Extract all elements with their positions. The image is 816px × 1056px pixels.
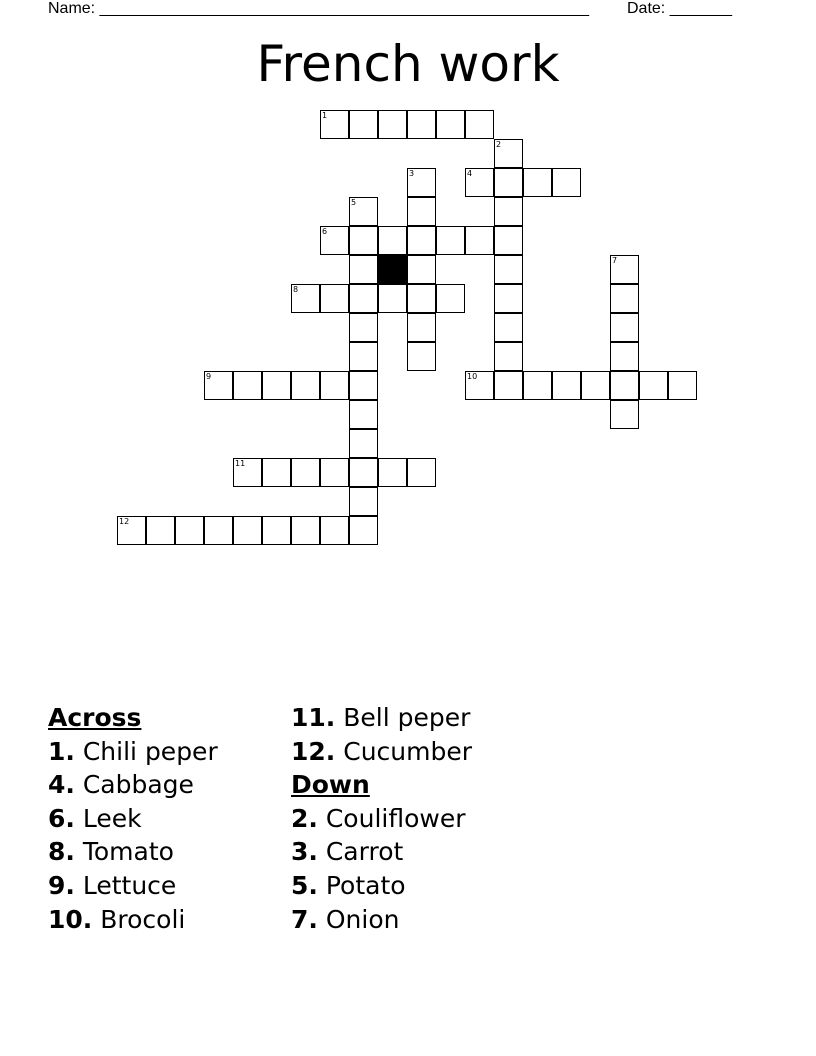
clue-item-text: Chili peper — [74, 736, 218, 766]
grid-cell[interactable] — [610, 284, 639, 313]
grid-cell[interactable] — [407, 110, 436, 139]
grid-cell[interactable] — [262, 458, 291, 487]
grid-cell[interactable] — [378, 284, 407, 313]
clue-item-number: 4. — [48, 770, 75, 800]
clue-number: 8 — [293, 285, 299, 294]
grid-cell[interactable] — [610, 313, 639, 342]
clue-number: 12 — [119, 517, 130, 526]
clues-column-2 — [291, 701, 472, 936]
clue-item — [48, 802, 218, 836]
clue-number: 2 — [496, 140, 502, 149]
clue-item-number: 7. — [291, 904, 318, 934]
grid-cell[interactable] — [639, 371, 668, 400]
clue-number: 6 — [322, 227, 328, 236]
grid-cell[interactable] — [494, 168, 523, 197]
grid-cell[interactable] — [204, 516, 233, 545]
clue-item-text: Brocoli — [92, 904, 186, 934]
section-heading-text: Down — [291, 770, 370, 800]
clue-item — [48, 903, 218, 937]
grid-cell[interactable] — [407, 458, 436, 487]
grid-cell[interactable] — [320, 371, 349, 400]
grid-cell[interactable] — [175, 516, 204, 545]
clue-section-heading — [48, 701, 218, 735]
grid-cell[interactable] — [291, 371, 320, 400]
clue-item-text: Cabbage — [74, 770, 194, 800]
grid-cell[interactable] — [349, 284, 378, 313]
clue-number: 5 — [351, 198, 357, 207]
clue-item-text: Carrot — [317, 837, 404, 867]
grid-cell[interactable] — [407, 284, 436, 313]
clue-item-number: 1. — [48, 736, 75, 766]
date-line: Date: _______ — [627, 0, 732, 17]
clue-item — [291, 701, 472, 735]
clue-item-number: 9. — [48, 870, 75, 900]
grid-cell[interactable] — [407, 313, 436, 342]
grid-cell[interactable] — [610, 371, 639, 400]
page-title: French work — [256, 35, 560, 93]
clue-item-text: Potato — [317, 870, 406, 900]
grid-cell[interactable] — [349, 313, 378, 342]
grid-cell[interactable] — [436, 226, 465, 255]
grid-cell[interactable] — [320, 284, 349, 313]
grid-cell[interactable] — [407, 255, 436, 284]
grid-cell[interactable] — [378, 110, 407, 139]
grid-cell[interactable] — [349, 255, 378, 284]
clue-number: 1 — [322, 111, 328, 120]
clue-item — [291, 835, 472, 869]
clue-item-text: Cucumber — [335, 736, 473, 766]
grid-cell[interactable] — [262, 371, 291, 400]
grid-cell[interactable] — [349, 400, 378, 429]
grid-cell[interactable] — [610, 342, 639, 371]
section-heading-text: Across — [48, 703, 142, 732]
grid-cell[interactable] — [349, 371, 378, 400]
grid-cell[interactable] — [233, 516, 262, 545]
clue-item — [48, 735, 218, 769]
grid-cell[interactable] — [320, 516, 349, 545]
clue-number: 4 — [467, 169, 473, 178]
clue-item — [48, 835, 218, 869]
grid-cell[interactable] — [581, 371, 610, 400]
grid-cell[interactable] — [494, 342, 523, 371]
clue-item-text: Couliflower — [317, 803, 466, 833]
clue-item-number: 10. — [48, 904, 93, 934]
grid-cell[interactable] — [349, 342, 378, 371]
clue-number: 11 — [235, 459, 246, 468]
clue-item-number: 3. — [291, 837, 318, 867]
clue-item — [291, 802, 472, 836]
clue-item — [291, 735, 472, 769]
clue-item-text: Bell peper — [335, 703, 471, 732]
grid-cell[interactable] — [349, 516, 378, 545]
clue-number: 10 — [467, 372, 478, 381]
clue-number: 9 — [206, 372, 212, 381]
grid-cell[interactable] — [407, 342, 436, 371]
clue-item-text: Leek — [74, 803, 142, 833]
clue-item-number: 2. — [291, 803, 318, 833]
grid-cell[interactable] — [407, 226, 436, 255]
clue-number: 7 — [612, 256, 618, 265]
grid-cell[interactable] — [494, 226, 523, 255]
name-line: Name: _______________________________________________________ — [48, 0, 589, 17]
grid-cell[interactable] — [494, 255, 523, 284]
grid-cell[interactable] — [523, 168, 552, 197]
grid-cell[interactable] — [378, 458, 407, 487]
grid-cell[interactable] — [349, 226, 378, 255]
clue-item-number: 6. — [48, 803, 75, 833]
black-cell — [378, 255, 407, 284]
clue-section-heading — [291, 768, 472, 802]
grid-cell[interactable] — [407, 197, 436, 226]
grid-cell[interactable] — [465, 226, 494, 255]
clue-item-text: Tomato — [74, 837, 174, 867]
clue-item-number: 8. — [48, 837, 75, 867]
grid-cell[interactable] — [349, 110, 378, 139]
grid-cell[interactable] — [233, 371, 262, 400]
clue-item — [291, 869, 472, 903]
grid-cell[interactable] — [552, 371, 581, 400]
clue-item — [48, 768, 218, 802]
clue-item-number: 12. — [291, 736, 336, 766]
grid-cell[interactable] — [262, 516, 291, 545]
clues-column-1 — [48, 701, 218, 936]
grid-cell[interactable] — [610, 400, 639, 429]
grid-cell[interactable] — [378, 226, 407, 255]
grid-cell[interactable] — [436, 284, 465, 313]
grid-cell[interactable] — [349, 487, 378, 516]
grid-cell[interactable] — [465, 110, 494, 139]
grid-cell[interactable] — [320, 458, 349, 487]
clue-number: 3 — [409, 169, 415, 178]
clue-item-number: 5. — [291, 870, 318, 900]
grid-cell[interactable] — [291, 458, 320, 487]
grid-cell[interactable] — [494, 313, 523, 342]
grid-cell[interactable] — [146, 516, 175, 545]
grid-cell[interactable] — [291, 516, 320, 545]
grid-cell[interactable] — [523, 371, 552, 400]
grid-cell[interactable] — [436, 110, 465, 139]
grid-cell[interactable] — [668, 371, 697, 400]
grid-cell[interactable] — [349, 429, 378, 458]
grid-cell[interactable] — [494, 197, 523, 226]
grid-cell[interactable] — [494, 284, 523, 313]
clue-item-number: 11. — [291, 703, 336, 732]
clue-item-text: Lettuce — [74, 870, 177, 900]
clue-item — [291, 903, 472, 937]
clue-item — [48, 869, 218, 903]
clue-item-text: Onion — [317, 904, 400, 934]
grid-cell[interactable] — [349, 458, 378, 487]
grid-cell[interactable] — [552, 168, 581, 197]
grid-cell[interactable] — [494, 371, 523, 400]
